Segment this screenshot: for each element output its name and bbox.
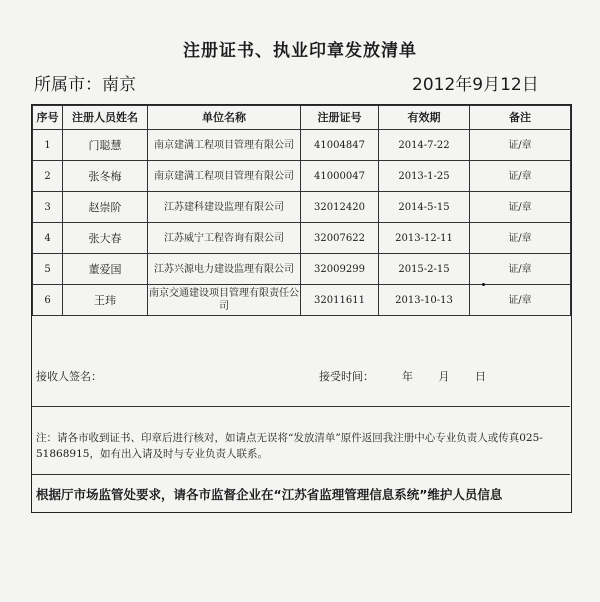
- person-name: 张冬梅: [63, 161, 148, 192]
- organization-name: 南京建满工程项目管理有限公司: [148, 130, 301, 161]
- row-number: 3: [33, 192, 63, 223]
- row-number: 4: [33, 223, 63, 254]
- table-row: [33, 161, 571, 192]
- table-row: [33, 130, 571, 161]
- row-number: 5: [33, 254, 63, 285]
- table-header-row: [33, 106, 571, 130]
- valid-until: 2014-5-15: [379, 192, 470, 223]
- row-number: 1: [33, 130, 63, 161]
- remark: 证/章: [470, 192, 571, 223]
- column-header: 单位名称: [148, 106, 301, 130]
- valid-until: 2013-10-13: [379, 285, 470, 316]
- column-header: 序号: [33, 106, 63, 130]
- document-date: 2012年9月12日: [412, 75, 539, 95]
- footer-notice: 根据厅市场监管处要求，请各市监督企业在“江苏省监理管理信息系统”维护人员信息: [36, 487, 503, 502]
- remark: 证/章: [470, 254, 571, 285]
- certificate-number: 32007622: [301, 223, 379, 254]
- city-label: 所属市：南京: [34, 75, 136, 95]
- signature-section: [32, 337, 570, 407]
- certificate-number: 32011611: [301, 285, 379, 316]
- receipt-time-label: 接受时间：: [319, 370, 374, 383]
- certificate-number: 41000047: [301, 161, 379, 192]
- remark: 证/章: [470, 285, 571, 316]
- person-name: 赵崇阶: [63, 192, 148, 223]
- remark: 证/章: [470, 223, 571, 254]
- recipient-signature-label: 接收人签名：: [36, 370, 102, 383]
- valid-until: 2013-1-25: [379, 161, 470, 192]
- issue-list-sheet: [31, 104, 572, 513]
- row-number: 6: [33, 285, 63, 316]
- issue-table: [32, 105, 571, 316]
- row-number: 2: [33, 161, 63, 192]
- organization-name: 江苏威宁工程咨询有限公司: [148, 223, 301, 254]
- table-row: [33, 192, 571, 223]
- table-row: [33, 285, 571, 316]
- remark: 证/章: [470, 161, 571, 192]
- person-name: 门聪慧: [63, 130, 148, 161]
- valid-until: 2015-2-15: [379, 254, 470, 285]
- column-header: 备注: [470, 106, 571, 130]
- valid-until: 2013-12-11: [379, 223, 470, 254]
- stray-dot-mark: [482, 283, 485, 286]
- instruction-note: 注：请各市收到证书、印章后进行核对，如请点无误将“发放清单”原件返回我注册中心专业负责人或传真025-51868915，如有出入请及时与专业负责人联系。: [32, 407, 570, 475]
- certificate-number: 41004847: [301, 130, 379, 161]
- certificate-number: 32009299: [301, 254, 379, 285]
- document-title: 注册证书、执业印章发放清单: [183, 41, 417, 61]
- organization-name: 江苏兴源电力建设监理有限公司: [148, 254, 301, 285]
- person-name: 张大春: [63, 223, 148, 254]
- organization-name: 江苏建科建设监理有限公司: [148, 192, 301, 223]
- person-name: 王玮: [63, 285, 148, 316]
- certificate-number: 32012420: [301, 192, 379, 223]
- column-header: 注册证号: [301, 106, 379, 130]
- remark: 证/章: [470, 130, 571, 161]
- receipt-date-blanks: 年 月 日: [402, 370, 486, 383]
- column-header: 有效期: [379, 106, 470, 130]
- table-row: [33, 223, 571, 254]
- table-row: [33, 254, 571, 285]
- organization-name: 南京建满工程项目管理有限公司: [148, 161, 301, 192]
- column-header: 注册人员姓名: [63, 106, 148, 130]
- valid-until: 2014-7-22: [379, 130, 470, 161]
- organization-name: 南京交通建设项目管理有限责任公司: [148, 285, 301, 316]
- person-name: 董爱国: [63, 254, 148, 285]
